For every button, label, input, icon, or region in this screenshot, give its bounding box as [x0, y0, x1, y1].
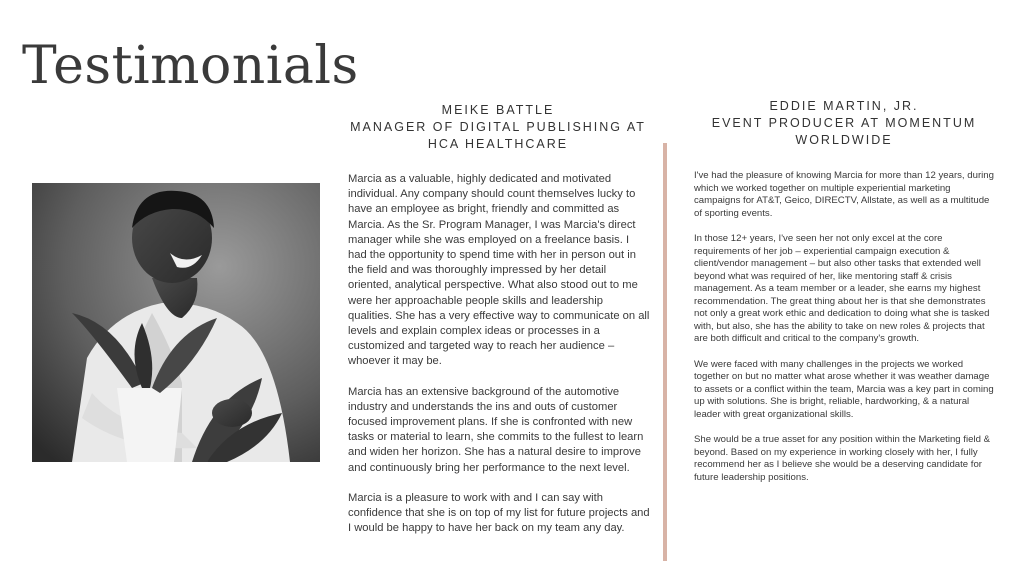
- testimonial-1-role-line2: HCA HEALTHCARE: [427, 137, 569, 151]
- testimonial-2-body: [694, 170, 994, 497]
- testimonial-1-paragraph: Marcia is a pleasure to work with and I can say with confidence that she is on top of my list for future projects and I would be happy to have her back on my team any day.: [348, 491, 650, 535]
- testimonial-2-name: EDDIE MARTIN, JR.: [769, 99, 919, 113]
- testimonial-1-role-line1: MANAGER OF DIGITAL PUBLISHING AT: [350, 120, 646, 134]
- testimonial-2-header: [694, 98, 994, 149]
- testimonial-2-paragraph: We were faced with many challenges in the projects we worked together on but no matter what arose whether it was weather damage to assets or a conflict within the team, Marcia was a key part in coming up with solutions. She is bright, reliable, hardworking, & a natural leader with great organizational skills.: [694, 358, 994, 420]
- testimonial-2-role-line2: WORLDWIDE: [795, 133, 893, 147]
- testimonial-2-paragraph: In those 12+ years, I've seen her not only excel at the core requirements of her job – experiential campaign execution & client/vendor management – but also other tasks that extended well beyond what was required of her, like mentoring staff & crisis management. As a team member or a leader, she earns my highest recommendation. The great thing about her is that she demonstrates not only a great work ethic and dedication to doing what she is tasked with, but also, she has the ability to take on new roles & projects that are both difficult and critical to the company's growth.: [694, 233, 990, 344]
- testimonial-1-body: [348, 172, 650, 551]
- testimonial-1-paragraph: Marcia has an extensive background of the automotive industry and understands the ins and outs of customer focused improvement plans. If she is confronted with new tasks or material to learn, she commits to the fullest to learn and widen her horizon. She has a natural desire to improve and continuously bring her performance to the next level.: [348, 385, 644, 474]
- testimonial-1-paragraph: Marcia as a valuable, highly dedicated and motivated individual. Any company should count themselves lucky to have an employee as bright, friendly and committed as Marcia. As the Sr. Program Manager, I was Marcia's direct manager while she was employed on a freelance basis. I had the opportunity to spend time with her in person out in the field and was thoroughly impressed by her detail oriented, analytical perspective. What also stood out to me were her approachable people skills and leadership qualities. She has a very effective way to communicate on all levels and explain complex ideas or processes in a customized and targeted way to reach her audience – whoever it may be.: [348, 173, 650, 368]
- testimonial-2-paragraph: She would be a true asset for any position within the Marketing field & beyond. Based on my experience in working closely with her, I fully recommend her as I believe she would be a deserving candidate for future leadership positions.: [694, 434, 990, 483]
- testimonial-1-name: MEIKE BATTLE: [441, 103, 555, 117]
- page-title: Testimonials: [22, 36, 359, 96]
- testimonial-2-role-line1: EVENT PRODUCER AT MOMENTUM: [711, 116, 977, 130]
- column-divider: [663, 143, 667, 561]
- testimonial-2-paragraph: I've had the pleasure of knowing Marcia for more than 12 years, during which we worked together on multiple experiential marketing campaigns for AT&T, Geico, DIRECTV, Allstate, as well as a multitude of sporting events.: [694, 170, 994, 219]
- testimonial-1-header: [348, 102, 648, 153]
- portrait-photo: [32, 183, 320, 462]
